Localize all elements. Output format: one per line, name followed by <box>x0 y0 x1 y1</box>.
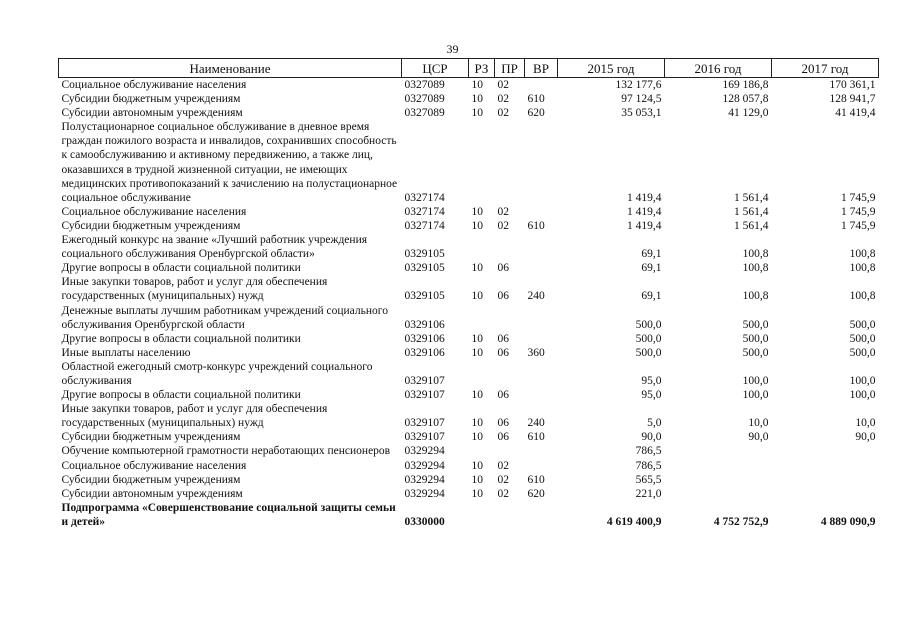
row-2016: 169 186,8 <box>722 79 769 91</box>
row-pr <box>495 304 525 332</box>
row-2016: 41 129,0 <box>728 107 769 120</box>
row-pr <box>495 120 525 205</box>
row-vr <box>525 304 558 332</box>
row-csr: 0329105 <box>404 290 445 303</box>
row-name: Субсидии бюджетным учреждениям <box>61 473 241 486</box>
budget-table <box>58 58 879 529</box>
row-2015: 786,5 <box>635 445 662 458</box>
row-2016: 500,0 <box>742 318 769 331</box>
row-pr: 06 <box>497 262 509 275</box>
table-row <box>59 346 879 360</box>
table-row <box>59 275 879 303</box>
row-csr: 0330000 <box>404 515 445 528</box>
row-2016: 100,0 <box>742 389 769 402</box>
row-2015: 221,0 <box>635 487 662 500</box>
row-name: Субсидии автономным учреждениям <box>61 107 243 120</box>
row-2017: 500,0 <box>849 346 876 359</box>
row-name: Областной ежегодный смотр-конкурс учреждений социального обслуживания <box>61 360 373 387</box>
row-name: Субсидии бюджетным учреждениям <box>61 219 241 232</box>
col-header-pr: ПР <box>495 59 525 78</box>
row-2016 <box>665 459 772 473</box>
row-2016: 4 752 752,9 <box>713 515 769 528</box>
row-2017 <box>772 459 879 473</box>
row-2016: 500,0 <box>742 346 769 359</box>
table-row <box>59 332 879 346</box>
row-rz: 10 <box>471 346 483 359</box>
row-rz: 10 <box>471 262 483 275</box>
row-csr: 0329294 <box>404 473 445 486</box>
row-2015: 35 053,1 <box>621 107 662 120</box>
col-header-vr: ВР <box>525 59 558 78</box>
table-row <box>59 78 879 93</box>
table-body <box>59 78 879 530</box>
row-pr: 06 <box>497 290 509 303</box>
table-row <box>59 444 879 458</box>
row-2016: 1 561,4 <box>734 205 769 218</box>
row-csr: 0329107 <box>404 389 445 402</box>
row-vr: 620 <box>527 487 545 500</box>
row-rz <box>469 501 495 529</box>
row-2017: 128 941,7 <box>829 93 876 106</box>
row-2015: 97 124,5 <box>621 93 662 106</box>
row-2015: 132 177,6 <box>615 79 662 91</box>
row-2015: 95,0 <box>641 389 662 402</box>
row-csr: 0329294 <box>404 459 445 472</box>
row-pr: 06 <box>497 417 509 430</box>
table-row <box>59 106 879 120</box>
row-2017: 100,8 <box>849 248 876 261</box>
row-name: Социальное обслуживание населения <box>61 459 247 472</box>
row-rz <box>469 360 495 388</box>
page-number: 39 <box>446 42 459 56</box>
col-header-2015: 2015 год <box>558 59 665 78</box>
row-2016: 100,0 <box>742 374 769 387</box>
row-2015: 500,0 <box>635 318 662 331</box>
row-rz: 10 <box>471 459 483 472</box>
row-pr: 02 <box>497 79 509 91</box>
row-vr <box>525 501 558 529</box>
row-name: Другие вопросы в области социальной политики <box>61 332 301 345</box>
row-2017: 1 745,9 <box>841 191 876 204</box>
row-csr: 0327174 <box>404 219 445 232</box>
table-header-row <box>59 59 879 78</box>
row-rz: 10 <box>471 389 483 402</box>
row-name: Иные выплаты населению <box>61 346 191 359</box>
row-2016: 1 561,4 <box>734 219 769 232</box>
row-name: Социальное обслуживание населения <box>61 79 247 91</box>
row-2015: 1 419,4 <box>627 205 662 218</box>
row-pr: 02 <box>497 219 509 232</box>
table-row <box>59 430 879 444</box>
row-vr: 620 <box>527 107 545 120</box>
row-2015: 786,5 <box>635 459 662 472</box>
table-row <box>59 388 879 402</box>
row-csr: 0327174 <box>404 191 445 204</box>
row-pr: 06 <box>497 431 509 444</box>
row-2016: 500,0 <box>742 332 769 345</box>
table-row <box>59 233 879 261</box>
row-2015: 90,0 <box>641 431 662 444</box>
row-2015: 69,1 <box>641 248 662 261</box>
row-name: Социальное обслуживание населения <box>61 205 247 218</box>
table-row <box>59 205 879 219</box>
table-row <box>59 473 879 487</box>
row-name: Другие вопросы в области социальной политики <box>61 389 301 402</box>
row-pr <box>495 501 525 529</box>
row-2017: 500,0 <box>849 332 876 345</box>
row-2017: 100,8 <box>849 290 876 303</box>
row-csr: 0329107 <box>404 374 445 387</box>
row-vr <box>525 261 558 275</box>
row-2017: 41 419,4 <box>835 107 876 120</box>
row-name: Субсидии бюджетным учреждениям <box>61 431 241 444</box>
row-name: Денежные выплаты лучшим работникам учреждений социального обслуживания Оренбургской области <box>61 304 388 331</box>
row-2015: 500,0 <box>635 346 662 359</box>
row-vr <box>525 233 558 261</box>
row-2017: 100,0 <box>849 374 876 387</box>
row-name: Обучение компьютерной грамотности неработающих пенсионеров <box>61 445 391 458</box>
row-2015: 1 419,4 <box>627 219 662 232</box>
row-2015: 95,0 <box>641 374 662 387</box>
row-vr <box>525 360 558 388</box>
table-row <box>59 487 879 501</box>
row-pr: 06 <box>497 346 509 359</box>
row-2016: 100,8 <box>742 262 769 275</box>
row-rz <box>469 444 495 458</box>
row-2015: 500,0 <box>635 332 662 345</box>
row-csr: 0329106 <box>404 318 445 331</box>
row-2017: 90,0 <box>855 431 876 444</box>
table-row <box>59 304 879 332</box>
table-row <box>59 459 879 473</box>
row-rz: 10 <box>471 93 483 106</box>
row-csr: 0327089 <box>404 107 445 120</box>
row-name: Субсидии автономным учреждениям <box>61 487 243 500</box>
row-rz: 10 <box>471 205 483 218</box>
row-2015: 4 619 400,9 <box>606 515 662 528</box>
row-csr: 0327174 <box>404 205 445 218</box>
row-vr: 240 <box>527 290 545 303</box>
row-vr <box>525 388 558 402</box>
row-vr <box>525 205 558 219</box>
row-pr: 02 <box>497 487 509 500</box>
row-2015: 1 419,4 <box>627 191 662 204</box>
row-2017: 1 745,9 <box>841 205 876 218</box>
col-header-2016: 2016 год <box>665 59 772 78</box>
row-name: Субсидии бюджетным учреждениям <box>61 93 241 106</box>
row-pr: 06 <box>497 389 509 402</box>
row-pr: 02 <box>497 473 509 486</box>
row-2016: 128 057,8 <box>722 93 769 106</box>
row-vr: 240 <box>527 417 545 430</box>
row-2017 <box>772 444 879 458</box>
row-rz <box>469 120 495 205</box>
row-rz: 10 <box>471 487 483 500</box>
row-2017: 1 745,9 <box>841 219 876 232</box>
row-2017 <box>772 473 879 487</box>
row-rz: 10 <box>471 473 483 486</box>
row-pr: 06 <box>497 332 509 345</box>
row-name: Подпрограмма «Совершенствование социальной защиты семьи и детей» <box>61 501 396 528</box>
table-row <box>59 261 879 275</box>
row-rz: 10 <box>471 219 483 232</box>
row-rz: 10 <box>471 107 483 120</box>
row-name: Полустационарное социальное обслуживание в дневное время граждан пожилого возраста и инвалидов, сохранивших способность к самообслуживанию и активному передвижению, а также лиц, оказавшихся в трудной жизненной ситуации, не имеющих медицинских противопоказаний к зачислению на полустационарное социальное обслуживание <box>61 121 398 204</box>
row-2016: 90,0 <box>748 431 769 444</box>
table-row <box>59 120 879 205</box>
row-csr: 0329106 <box>404 346 445 359</box>
table-row <box>59 501 879 529</box>
row-vr: 610 <box>527 219 545 232</box>
col-header-rz: РЗ <box>469 59 495 78</box>
table-row <box>59 219 879 233</box>
row-vr: 610 <box>527 93 545 106</box>
row-csr: 0327089 <box>404 79 445 91</box>
row-rz: 10 <box>471 417 483 430</box>
row-pr: 02 <box>497 459 509 472</box>
row-2017: 100,0 <box>849 389 876 402</box>
row-2016: 1 561,4 <box>734 191 769 204</box>
row-2016: 10,0 <box>748 417 769 430</box>
row-csr: 0329105 <box>404 262 445 275</box>
row-pr <box>495 444 525 458</box>
row-2015: 69,1 <box>641 262 662 275</box>
col-header-2017: 2017 год <box>772 59 879 78</box>
col-header-name: Наименование <box>59 59 402 78</box>
row-vr <box>525 120 558 205</box>
row-vr <box>525 459 558 473</box>
row-rz: 10 <box>471 431 483 444</box>
row-2016: 100,8 <box>742 248 769 261</box>
row-pr <box>495 233 525 261</box>
row-name: Ежегодный конкурс на звание «Лучший работник учреждения социального обслуживания Оренбургской области» <box>61 234 368 261</box>
row-pr <box>495 360 525 388</box>
table-row <box>59 402 879 430</box>
row-name: Другие вопросы в области социальной политики <box>61 262 301 275</box>
row-csr: 0329107 <box>404 417 445 430</box>
row-2016 <box>665 473 772 487</box>
row-pr: 02 <box>497 107 509 120</box>
row-2016 <box>665 487 772 501</box>
row-csr: 0329105 <box>404 248 445 261</box>
row-vr <box>525 332 558 346</box>
row-2017: 100,8 <box>849 262 876 275</box>
row-csr: 0329106 <box>404 332 445 345</box>
row-rz: 10 <box>471 79 483 91</box>
row-2017: 10,0 <box>855 417 876 430</box>
row-2017: 170 361,1 <box>829 79 876 91</box>
row-name: Иные закупки товаров, работ и услуг для обеспечения государственных (муниципальных) нужд <box>61 276 328 303</box>
row-pr: 02 <box>497 93 509 106</box>
row-2015: 5,0 <box>647 417 662 430</box>
row-2017 <box>772 487 879 501</box>
row-csr: 0329294 <box>404 445 445 458</box>
row-csr: 0329294 <box>404 487 445 500</box>
row-vr: 360 <box>527 346 545 359</box>
row-vr <box>525 78 558 93</box>
row-vr <box>525 444 558 458</box>
row-2016 <box>665 444 772 458</box>
row-rz <box>469 304 495 332</box>
row-csr: 0327089 <box>404 93 445 106</box>
row-2017: 4 889 090,9 <box>820 515 876 528</box>
table-row <box>59 92 879 106</box>
row-vr: 610 <box>527 431 545 444</box>
row-rz: 10 <box>471 290 483 303</box>
row-2015: 565,5 <box>635 473 662 486</box>
row-csr: 0329107 <box>404 431 445 444</box>
row-rz: 10 <box>471 332 483 345</box>
row-2017: 500,0 <box>849 318 876 331</box>
row-2016: 100,8 <box>742 290 769 303</box>
row-rz <box>469 233 495 261</box>
table-row <box>59 360 879 388</box>
row-2015: 69,1 <box>641 290 662 303</box>
row-name: Иные закупки товаров, работ и услуг для обеспечения государственных (муниципальных) нужд <box>61 403 328 430</box>
row-pr: 02 <box>497 205 509 218</box>
row-vr: 610 <box>527 473 545 486</box>
col-header-csr: ЦСР <box>402 59 469 78</box>
